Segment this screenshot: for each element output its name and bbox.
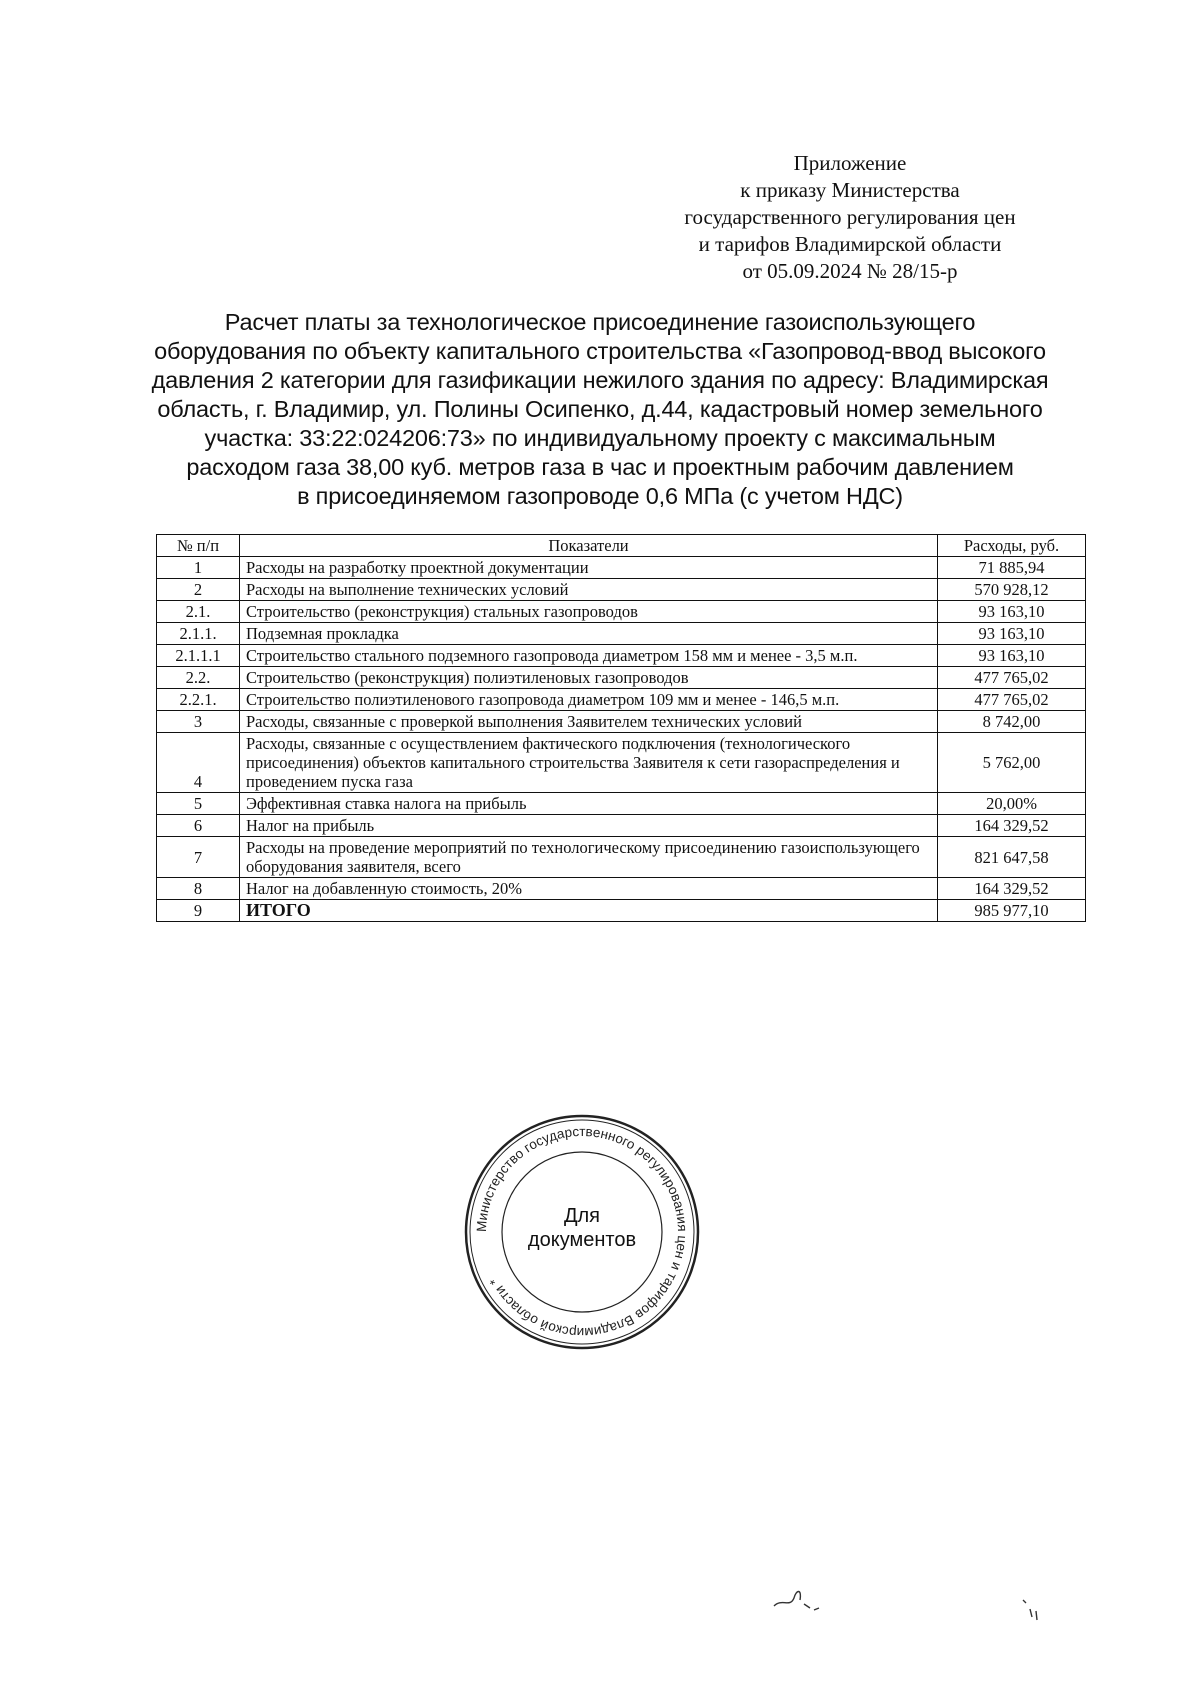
official-stamp <box>462 1112 702 1352</box>
stamp-center-text <box>462 1204 702 1252</box>
table-row <box>157 711 1086 733</box>
table-row <box>157 623 1086 645</box>
title-line: расходом газа 38,00 куб. метров газа в час и проектным рабочим давлением <box>186 454 1014 480</box>
row-number: 3 <box>157 711 240 733</box>
row-number: 2.2.1. <box>157 689 240 711</box>
table-row <box>157 557 1086 579</box>
row-number: 2.1. <box>157 601 240 623</box>
table-row-total <box>157 900 1086 922</box>
signature-mark <box>768 1578 838 1618</box>
appendix-line: и тарифов Владимирской области <box>698 232 1002 256</box>
appendix-line: государственного регулирования цен <box>684 205 1016 229</box>
stamp-ring-textpath: Министерство государственного регулирования цен и тарифов Владимирской области * <box>473 1123 691 1341</box>
row-number: 2.1.1. <box>157 623 240 645</box>
stamp-center-line: документов <box>527 1229 637 1251</box>
table-header-row <box>157 535 1086 557</box>
row-description: Расходы на проведение мероприятий по технологическому присоединению газоиспользующего оборудования заявителя, всего <box>240 837 938 878</box>
table-row <box>157 793 1086 815</box>
row-description: Налог на прибыль <box>240 815 938 837</box>
title-line: в присоединяемом газопроводе 0,6 МПа (с учетом НДС) <box>297 483 903 509</box>
row-number: 5 <box>157 793 240 815</box>
row-description: Строительство стального подземного газопровода диаметром 158 мм и менее - 3,5 м.п. <box>240 645 938 667</box>
title-line: Расчет платы за технологическое присоединение газоиспользующего <box>224 309 976 335</box>
row-description: Строительство полиэтиленового газопровода диаметром 109 мм и менее - 146,5 м.п. <box>240 689 938 711</box>
row-value: 8 742,00 <box>938 711 1086 733</box>
header-number: № п/п <box>157 535 240 557</box>
header-costs: Расходы, руб. <box>938 535 1086 557</box>
row-value: 71 885,94 <box>938 557 1086 579</box>
row-description: Расходы, связанные с осуществлением фактического подключения (технологического присоединения) объектов капитального строительства Заявителя к сети газораспределения и проведением пуска газа <box>240 733 938 793</box>
row-number: 6 <box>157 815 240 837</box>
title-line: участка: 33:22:024206:73» по индивидуальному проекту с максимальным <box>204 425 996 451</box>
table-row <box>157 837 1086 878</box>
row-number: 9 <box>157 900 240 922</box>
row-number: 2 <box>157 579 240 601</box>
stamp-center-line: Для <box>563 1205 601 1227</box>
title-line: область, г. Владимир, ул. Полины Осипенко, д.44, кадастровый номер земельного <box>157 396 1043 422</box>
row-value: 821 647,58 <box>938 837 1086 878</box>
row-value: 20,00% <box>938 793 1086 815</box>
row-value: 164 329,52 <box>938 878 1086 900</box>
row-value: 93 163,10 <box>938 623 1086 645</box>
title-line: оборудования по объекту капитального строительства «Газопровод-ввод высокого <box>154 338 1046 364</box>
row-description: Расходы на выполнение технических условий <box>240 579 938 601</box>
row-description: Строительство (реконструкция) полиэтиленовых газопроводов <box>240 667 938 689</box>
row-number: 1 <box>157 557 240 579</box>
title-line: давления 2 категории для газификации нежилого здания по адресу: Владимирская <box>151 367 1049 393</box>
table-row <box>157 878 1086 900</box>
table-row <box>157 579 1086 601</box>
row-value: 477 765,02 <box>938 689 1086 711</box>
table-row <box>157 689 1086 711</box>
row-number: 8 <box>157 878 240 900</box>
row-value: 93 163,10 <box>938 645 1086 667</box>
row-description: Строительство (реконструкция) стальных газопроводов <box>240 601 938 623</box>
row-description: Эффективная ставка налога на прибыль <box>240 793 938 815</box>
row-description: Налог на добавленную стоимость, 20% <box>240 878 938 900</box>
row-number: 4 <box>157 733 240 793</box>
row-description: Расходы, связанные с проверкой выполнения Заявителем технических условий <box>240 711 938 733</box>
appendix-line: от 05.09.2024 № 28/15-р <box>742 259 958 283</box>
table-row <box>157 733 1086 793</box>
appendix-block <box>600 150 1100 285</box>
row-value: 5 762,00 <box>938 733 1086 793</box>
pen-mark <box>1018 1595 1048 1625</box>
row-number: 2.1.1.1 <box>157 645 240 667</box>
row-value: 477 765,02 <box>938 667 1086 689</box>
row-number: 2.2. <box>157 667 240 689</box>
row-value: 985 977,10 <box>938 900 1086 922</box>
row-number: 7 <box>157 837 240 878</box>
cost-table <box>156 534 1086 922</box>
row-description: Подземная прокладка <box>240 623 938 645</box>
row-description: ИТОГО <box>240 900 938 922</box>
row-value: 570 928,12 <box>938 579 1086 601</box>
document-title <box>150 308 1050 511</box>
appendix-line: Приложение <box>793 151 907 175</box>
appendix-line: к приказу Министерства <box>740 178 960 202</box>
table-row <box>157 815 1086 837</box>
row-value: 93 163,10 <box>938 601 1086 623</box>
table-row <box>157 645 1086 667</box>
row-description: Расходы на разработку проектной документации <box>240 557 938 579</box>
row-value: 164 329,52 <box>938 815 1086 837</box>
table-row <box>157 601 1086 623</box>
header-indicators: Показатели <box>240 535 938 557</box>
table-row <box>157 667 1086 689</box>
